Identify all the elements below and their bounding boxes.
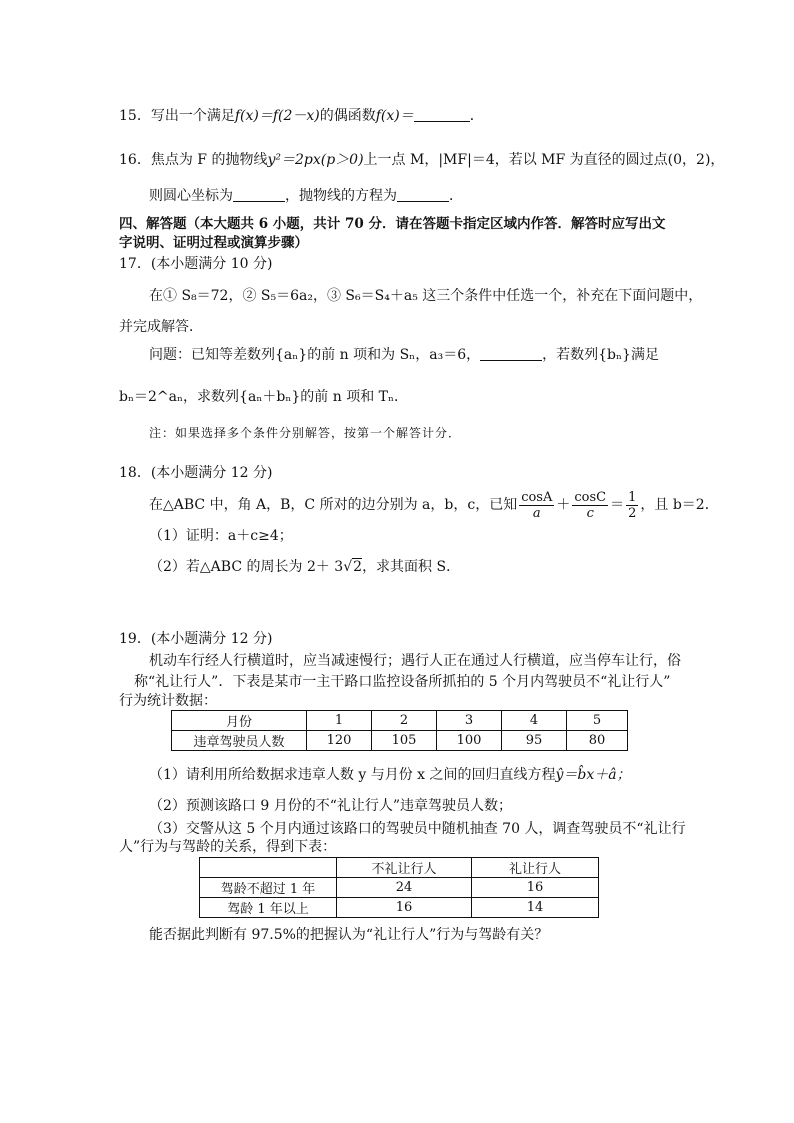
answer-blank[interactable] — [397, 189, 449, 202]
answer-blank[interactable] — [480, 348, 542, 361]
q19-part1: （1）请利用所给数据求违章人数 y 与月份 x 之间的回归直线方程ŷ＝b̂x＋â； — [149, 767, 631, 783]
q17-note: 注：如果选择多个条件分别解答，按第一个解答计分． — [149, 426, 462, 440]
violation-table — [171, 710, 628, 751]
q17-problem-cont: bₙ＝2^aₙ，求数列{aₙ＋bₙ}的前 n 项和 Tₙ． — [119, 389, 409, 405]
q18-head: 18．(本小题满分 12 分) — [119, 465, 273, 481]
table-row: 违章驾驶员人数 120 105 100 95 80 — [172, 731, 628, 751]
q15-number: 15． — [119, 108, 151, 124]
contingency-table — [199, 857, 599, 918]
q18-part2: （2）若△ABC 的周长为 2＋ 3√2，求其面积 S． — [149, 559, 461, 575]
q15-line: 15．写出一个满足f(x)＝f(2－x)的偶函数f(x)＝ ． — [119, 108, 484, 124]
q19-part3-cont: 人”行为与驾龄的关系，得到下表： — [119, 839, 337, 855]
q17-conditions: 在① S₈＝72，② S₅＝6a₂，③ S₆＝S₄＋a₅ 这三个条件中任选一个，补充在下面问题中， — [149, 288, 703, 304]
q19-text: 行为统计数据： — [119, 693, 217, 709]
fraction: $\frac{\cos A}{a}$ — [521, 489, 553, 521]
q19-part2: （2）预测该路口 9 月份的不“礼让行人”违章驾驶员人数； — [149, 798, 513, 814]
q17-conditions-cont: 并完成解答． — [119, 319, 203, 335]
q19-part3: （3）交警从这 5 个月内通过该路口的驾驶员中随机抽查 70 人，调查驾驶员不“礼让行 — [149, 821, 686, 837]
answer-blank[interactable] — [414, 109, 470, 122]
section-heading: 四、解答题（本大题共 6 小题，共计 70 分．请在答题卡指定区域内作答．解答时应写出文 — [119, 216, 666, 232]
fraction: $\frac{\cos C}{c}$ — [574, 489, 607, 521]
q19-final-question: 能否据此判断有 97.5%的把握认为“礼让行人”行为与驾龄有关？ — [149, 927, 549, 943]
q19-head: 19．(本小题满分 12 分) — [119, 631, 273, 647]
q17-head: 17．(本小题满分 10 分) — [119, 256, 273, 272]
q16-line2: 则圆心坐标为 ，抛物线的方程为 ． — [149, 188, 463, 204]
q19-text: 机动车行经人行横道时，应当减速慢行；遇行人正在通过人行横道，应当停车让行，俗 — [149, 653, 681, 669]
table-row: 不礼让行人 礼让行人 — [200, 858, 599, 878]
section-heading-cont: 字说明、证明过程或演算步骤） — [119, 235, 308, 251]
table-row: 驾龄不超过 1 年 24 16 — [200, 878, 599, 898]
table-row: 月份 1 2 3 4 5 — [172, 711, 628, 731]
q16-line1: 16．焦点为 F 的抛物线y²＝2px(p＞0)上一点 M，|MF|＝4，若以 MF 为直径的圆过点(0，2)， — [119, 152, 725, 168]
table-row: 驾龄 1 年以上 16 14 — [200, 898, 599, 918]
q18-part1: （1）证明：a＋c≥4； — [149, 528, 293, 544]
fraction: $\frac{1}{2}$ — [628, 489, 637, 521]
q17-problem: 问题：已知等差数列{aₙ}的前 n 项和为 Sₙ，a₃＝6， ，若数列{bₙ}满足 — [149, 347, 659, 363]
answer-blank[interactable] — [233, 189, 285, 202]
q19-text: 称“礼让行人”．下表是某市一主干路口监控设备所抓拍的 5 个月内驾驶员不“礼让行人” — [134, 674, 671, 690]
q16-number: 16． — [119, 152, 151, 168]
q18-line1: 在△ABC 中，角 A，B，C 所对的边分别为 a，b，c，已知 $\frac{\cos A}{a}$ ＋ $\frac{\cos C}{c}$ ＝ $\frac{1}{2}$ ，且 b＝2． — [149, 489, 719, 521]
